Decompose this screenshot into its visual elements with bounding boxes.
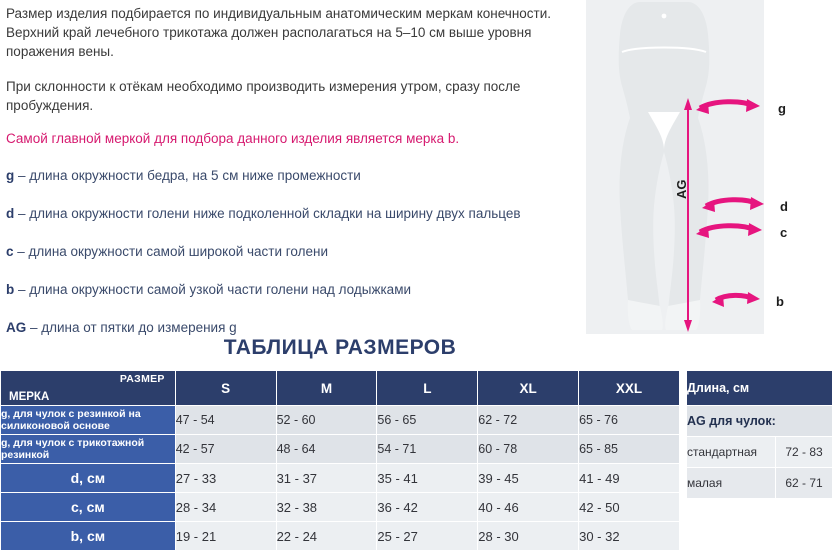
cell-c-s: 28 - 34	[175, 493, 276, 522]
cell-b-s: 19 - 21	[175, 522, 276, 551]
cell-d-m: 31 - 37	[276, 464, 377, 493]
row-label-c: c, см	[1, 493, 176, 522]
cell-d-xl: 39 - 45	[478, 464, 579, 493]
size-table	[0, 370, 680, 551]
g-arrow-right	[746, 99, 760, 112]
length-value-small: 62 - 71	[776, 468, 833, 499]
length-name-standard: стандартная	[687, 437, 776, 468]
cell-c-xl: 40 - 46	[478, 493, 579, 522]
leg-figure-svg	[578, 0, 833, 336]
legend-text-d: – длина окружности голени ниже подколенной складки на ширину двух пальцев	[14, 206, 521, 221]
table-row	[1, 406, 680, 435]
d-arrow-right	[750, 197, 764, 210]
row-label-g-knit: g, для чулок с трикотажной резинкой	[1, 435, 176, 464]
cell-b-xxl: 30 - 32	[579, 522, 680, 551]
cell-d-s: 27 - 33	[175, 464, 276, 493]
figure-label-b: b	[776, 294, 784, 309]
highlight-note: Самой главной меркой для подбора данного изделия является мерка b.	[6, 131, 460, 146]
length-row	[687, 437, 833, 468]
cell-b-xl: 28 - 30	[478, 522, 579, 551]
table-row	[1, 493, 680, 522]
legend-text-b: – длина окружности самой узкой части голени над лодыжками	[14, 282, 412, 297]
legend-key-g: g	[6, 168, 15, 183]
legend-key-c: c	[6, 244, 14, 259]
column-header-xxl: XXL	[579, 371, 680, 406]
cell-g-silicone-xl: 62 - 72	[478, 406, 579, 435]
corner-merka-label: МЕРКА	[9, 391, 50, 403]
corner-razmer-label: РАЗМЕР	[119, 373, 165, 385]
length-name-small: малая	[687, 468, 776, 499]
column-header-xl: XL	[478, 371, 579, 406]
length-subheader: AG для чулок:	[687, 406, 833, 437]
legend-text-g: – длина окружности бедра, на 5 см ниже промежности	[14, 168, 361, 183]
cell-d-xxl: 41 - 49	[579, 464, 680, 493]
column-header-l: L	[377, 371, 478, 406]
column-header-s: S	[175, 371, 276, 406]
table-title: ТАБЛИЦА РАЗМЕРОВ	[223, 336, 457, 359]
cell-g-silicone-l: 56 - 65	[377, 406, 478, 435]
table-row	[1, 435, 680, 464]
cell-g-silicone-m: 52 - 60	[276, 406, 377, 435]
column-header-m: M	[276, 371, 377, 406]
legend-text-ag: – длина от пятки до измерения g	[26, 320, 237, 335]
legend-item-ag	[6, 318, 586, 337]
cell-g-silicone-s: 47 - 54	[175, 406, 276, 435]
cell-c-m: 32 - 38	[276, 493, 377, 522]
cell-b-m: 22 - 24	[276, 522, 377, 551]
cell-d-l: 35 - 41	[377, 464, 478, 493]
instructions-column	[6, 4, 586, 356]
table-row	[1, 464, 680, 493]
cell-g-knit-m: 48 - 64	[276, 435, 377, 464]
leg-measurement-diagram	[578, 0, 833, 336]
length-table	[686, 370, 833, 499]
legend-item-g	[6, 166, 586, 185]
cell-g-knit-xl: 60 - 78	[478, 435, 579, 464]
legend-item-d	[6, 204, 586, 223]
b-arrow-right	[747, 292, 760, 304]
legend-item-b	[6, 280, 586, 299]
body-silhouette	[619, 2, 710, 330]
c-arrow-right	[748, 223, 762, 236]
cell-b-l: 25 - 27	[377, 522, 478, 551]
table-row	[1, 522, 680, 551]
cell-g-silicone-xxl: 65 - 76	[579, 406, 680, 435]
figure-label-c: c	[780, 225, 788, 240]
figure-label-g: g	[778, 101, 786, 116]
cell-g-knit-s: 42 - 57	[175, 435, 276, 464]
figure-label-d: d	[780, 199, 788, 214]
intro-paragraph-2: При склонности к отёкам необходимо производить измерения утром, сразу после пробуждения.	[6, 79, 521, 113]
table-corner-cell	[1, 371, 176, 406]
length-subheader-row	[687, 406, 833, 437]
legend-item-c	[6, 242, 586, 261]
cell-g-knit-xxl: 65 - 85	[579, 435, 680, 464]
intro-paragraph-1: Размер изделия подбирается по индивидуальным анатомическим меркам конечности. Верхний край лечебного трикотажа должен располагаться на 5–10 см выше уровня поражения вены.	[6, 6, 552, 59]
row-label-d: d, см	[1, 464, 176, 493]
legend-key-b: b	[6, 282, 15, 297]
cell-c-xxl: 42 - 50	[579, 493, 680, 522]
cell-g-knit-l: 54 - 71	[377, 435, 478, 464]
legend-key-d: d	[6, 206, 15, 221]
table-header-row	[1, 371, 680, 406]
length-value-standard: 72 - 83	[776, 437, 833, 468]
length-row	[687, 468, 833, 499]
legend-key-ag: AG	[6, 320, 27, 335]
length-header-row	[687, 371, 833, 406]
cell-c-l: 36 - 42	[377, 493, 478, 522]
figure-label-ag: AG	[674, 179, 689, 199]
navel-dot	[662, 14, 667, 19]
row-label-g-silicone: g, для чулок с резинкой на силиконовой основе	[1, 406, 176, 435]
legend-text-c: – длина окружности самой широкой части голени	[13, 244, 328, 259]
row-label-b: b, см	[1, 522, 176, 551]
length-header: Длина, см	[687, 371, 833, 406]
